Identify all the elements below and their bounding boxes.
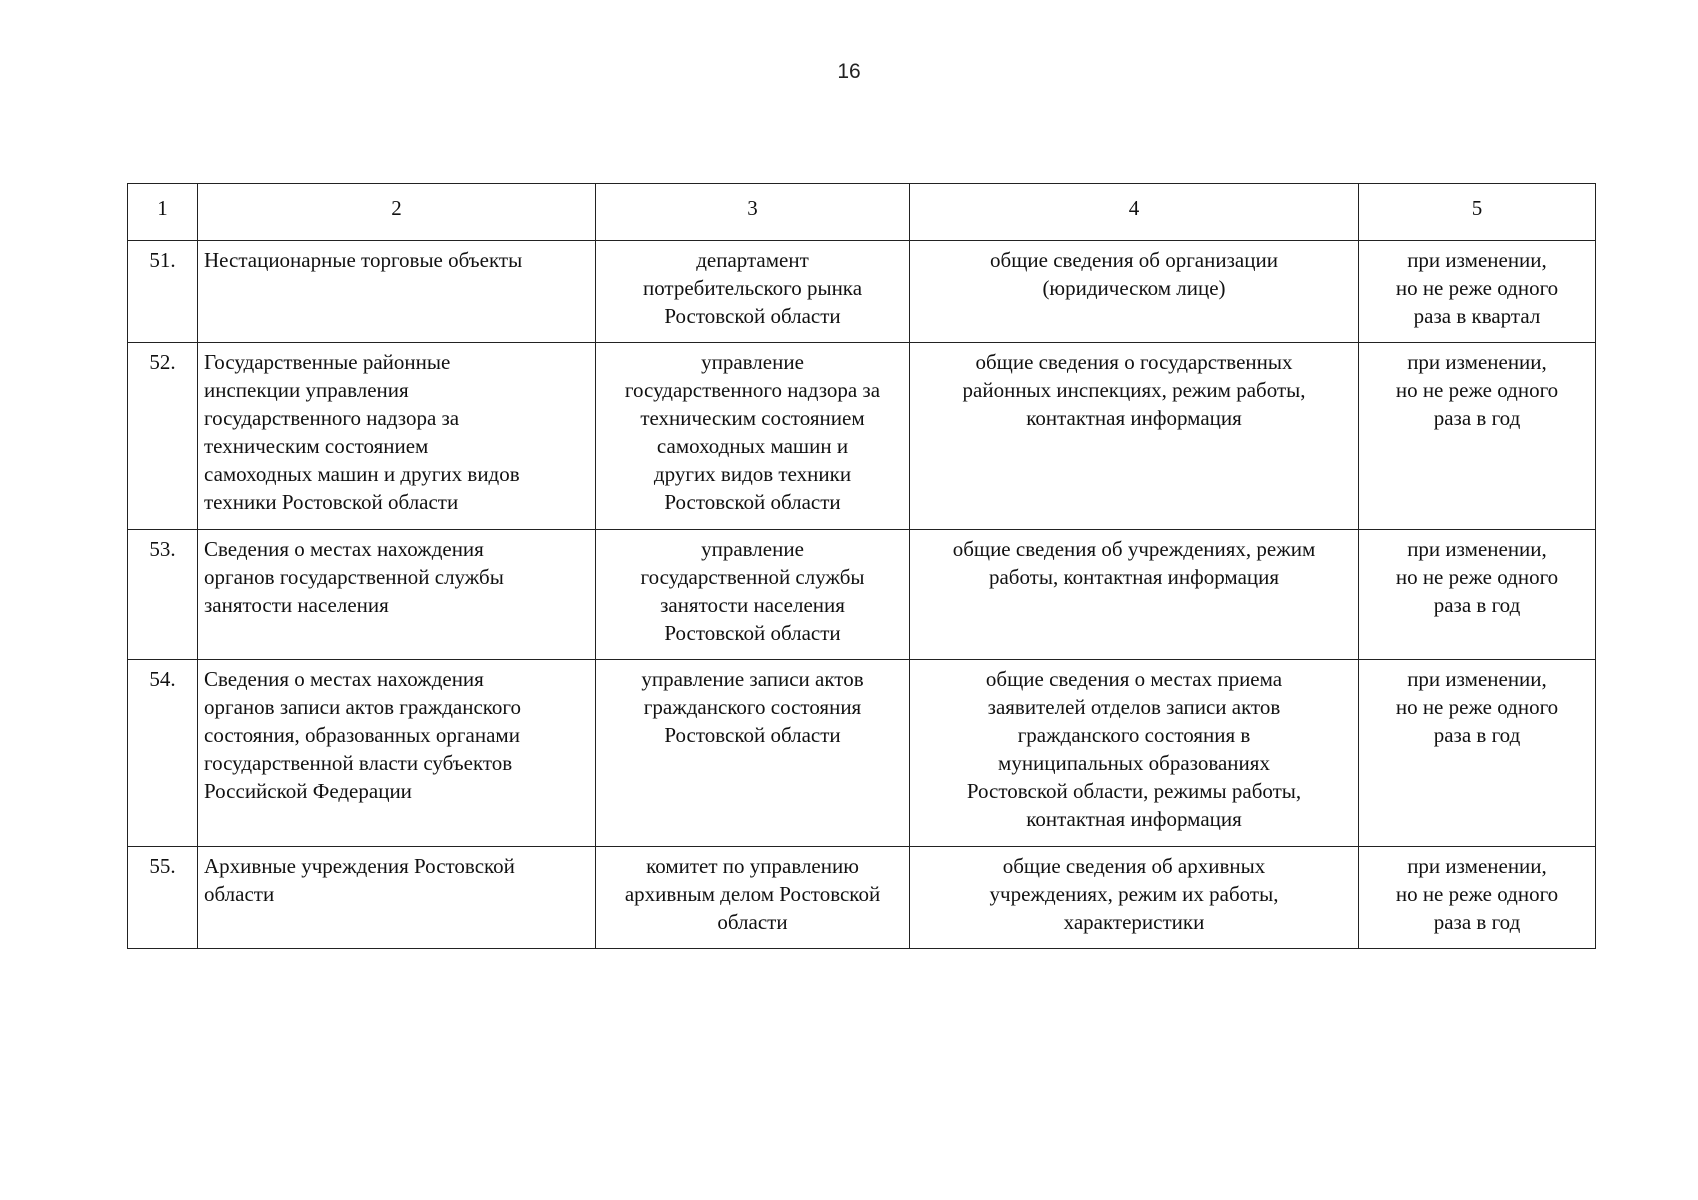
information-content: общие сведения об учреждениях, режим работы, контактная информация [910, 530, 1359, 660]
row-number: 54. [128, 660, 198, 847]
update-frequency: при изменении, но не реже одного раза в год [1359, 530, 1596, 660]
update-frequency: при изменении, но не реже одного раза в год [1359, 343, 1596, 530]
document-table [127, 183, 1596, 949]
information-content: общие сведения об организации (юридическом лице) [910, 241, 1359, 343]
table-row [128, 660, 1596, 847]
table-row [128, 241, 1596, 343]
information-content: общие сведения о местах приема заявителей отделов записи актов гражданского состояния в муниципальных образованиях Ростовской области, режимы работы, контактная информация [910, 660, 1359, 847]
row-number: 52. [128, 343, 198, 530]
responsible-department: комитет по управлению архивным делом Ростовской области [596, 847, 910, 949]
object-name: Сведения о местах нахождения органов государственной службы занятости населения [198, 530, 596, 660]
column-header-2: 2 [198, 184, 596, 241]
column-header-3: 3 [596, 184, 910, 241]
information-content: общие сведения об архивных учреждениях, режим их работы, характеристики [910, 847, 1359, 949]
update-frequency: при изменении, но не реже одного раза в квартал [1359, 241, 1596, 343]
row-number: 53. [128, 530, 198, 660]
responsible-department: управление государственной службы занятости населения Ростовской области [596, 530, 910, 660]
page-number: 16 [837, 60, 861, 83]
responsible-department: департамент потребительского рынка Ростовской области [596, 241, 910, 343]
table-row [128, 530, 1596, 660]
table-row [128, 343, 1596, 530]
column-header-5: 5 [1359, 184, 1596, 241]
responsible-department: управление записи актов гражданского состояния Ростовской области [596, 660, 910, 847]
table-row [128, 847, 1596, 949]
information-content: общие сведения о государственных районных инспекциях, режим работы, контактная информация [910, 343, 1359, 530]
row-number: 55. [128, 847, 198, 949]
object-name: Государственные районные инспекции управления государственного надзора за техническим состоянием самоходных машин и других видов техники Ростовской области [198, 343, 596, 530]
update-frequency: при изменении, но не реже одного раза в год [1359, 847, 1596, 949]
column-header-4: 4 [910, 184, 1359, 241]
object-name: Нестационарные торговые объекты [198, 241, 596, 343]
row-number: 51. [128, 241, 198, 343]
table-header-row [128, 184, 1596, 241]
object-name: Архивные учреждения Ростовской области [198, 847, 596, 949]
object-name: Сведения о местах нахождения органов записи актов гражданского состояния, образованных органами государственной власти субъектов Российской Федерации [198, 660, 596, 847]
column-header-1: 1 [128, 184, 198, 241]
update-frequency: при изменении, но не реже одного раза в год [1359, 660, 1596, 847]
responsible-department: управление государственного надзора за техническим состоянием самоходных машин и других видов техники Ростовской области [596, 343, 910, 530]
